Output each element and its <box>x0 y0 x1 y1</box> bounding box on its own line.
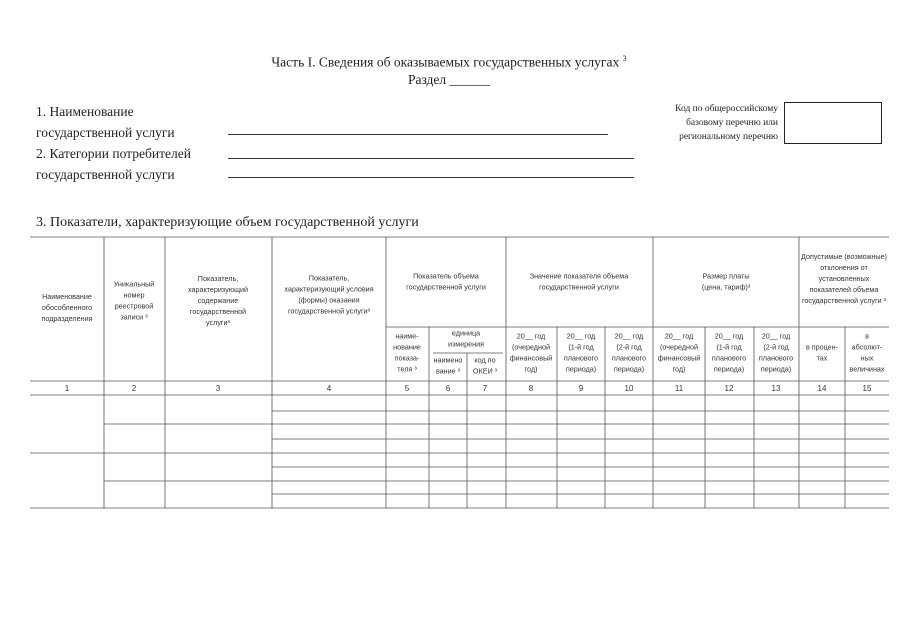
header-value-year-1: 20__ год (1-й год планового периода) <box>563 331 599 374</box>
column-number: 10 <box>624 384 634 393</box>
column-number: 6 <box>445 384 451 393</box>
header-volume-indicator: Показатель объема государственной услуги <box>406 271 486 292</box>
code-label: Код по общероссийскому базовому перечню или региональному перечню <box>675 104 778 142</box>
column-number: 4 <box>326 384 332 393</box>
header-deviation-percent: в процен-тах <box>805 342 839 363</box>
column-number: 8 <box>528 384 534 393</box>
header-volume-value: Значение показателя объема государственной услуги <box>529 271 629 292</box>
header-value-year-next: 20__ год (очередной финансовый год) <box>509 331 553 374</box>
header-content-indicator: Показатель, характеризующий содержание государственной услуги³ <box>187 274 249 327</box>
header-value-year-2: 20__ год (2-й год планового периода) <box>611 331 647 374</box>
column-number: 13 <box>771 384 781 393</box>
header-subdivision-name: Наименование обособленного подразделения <box>41 292 93 323</box>
section3-heading: 3. Показатели, характеризующие объем государственной услуги <box>36 215 419 230</box>
column-number: 7 <box>482 384 488 393</box>
header-unit: единица измерения <box>447 328 485 349</box>
column-number: 5 <box>404 384 410 393</box>
header-deviations: Допустимые (возможные) отклонения от установленных показателей объема государственной услуги ³ <box>801 252 887 305</box>
header-fee-year-1: 20__ год (1-й год планового периода) <box>711 331 747 374</box>
header-deviation-absolute: в абсолют-ных величинах <box>849 331 885 374</box>
column-number: 2 <box>131 384 137 393</box>
part-title: Часть I. Сведения об оказываемых государственных услугах $^3$ <box>271 54 627 70</box>
column-number: 15 <box>862 384 872 393</box>
section-label: Раздел ______ <box>407 72 491 87</box>
header-registry-number: Уникальный номер реестровой записи ³ <box>113 279 155 322</box>
header-unit-okei: код по ОКЕИ ³ <box>472 355 498 376</box>
header-indicator-name: наиме-нование показа-теля ³ <box>393 331 421 374</box>
column-number: 3 <box>215 384 221 393</box>
consumer-categories-label: 2. Категории потребителей государственной услуги <box>36 146 191 182</box>
header-fee-year-2: 20__ год (2-й год планового периода) <box>758 331 794 374</box>
column-number: 1 <box>64 384 70 393</box>
header-fee-year-next: 20__ год (очередной финансовый год) <box>657 331 701 374</box>
column-number: 9 <box>578 384 584 393</box>
column-number: 14 <box>817 384 827 393</box>
header-unit-name: наимено вание ³ <box>433 355 463 376</box>
column-number: 12 <box>724 384 734 393</box>
header-conditions-indicator: Показатель, характеризующий условия (формы) оказания государственной услуги³ <box>284 273 374 316</box>
service-name-label: 1. Наименование государственной услуги <box>36 104 175 140</box>
column-number: 11 <box>674 384 684 393</box>
header-fee: Размер платы (цена, тариф)³ <box>701 271 751 292</box>
